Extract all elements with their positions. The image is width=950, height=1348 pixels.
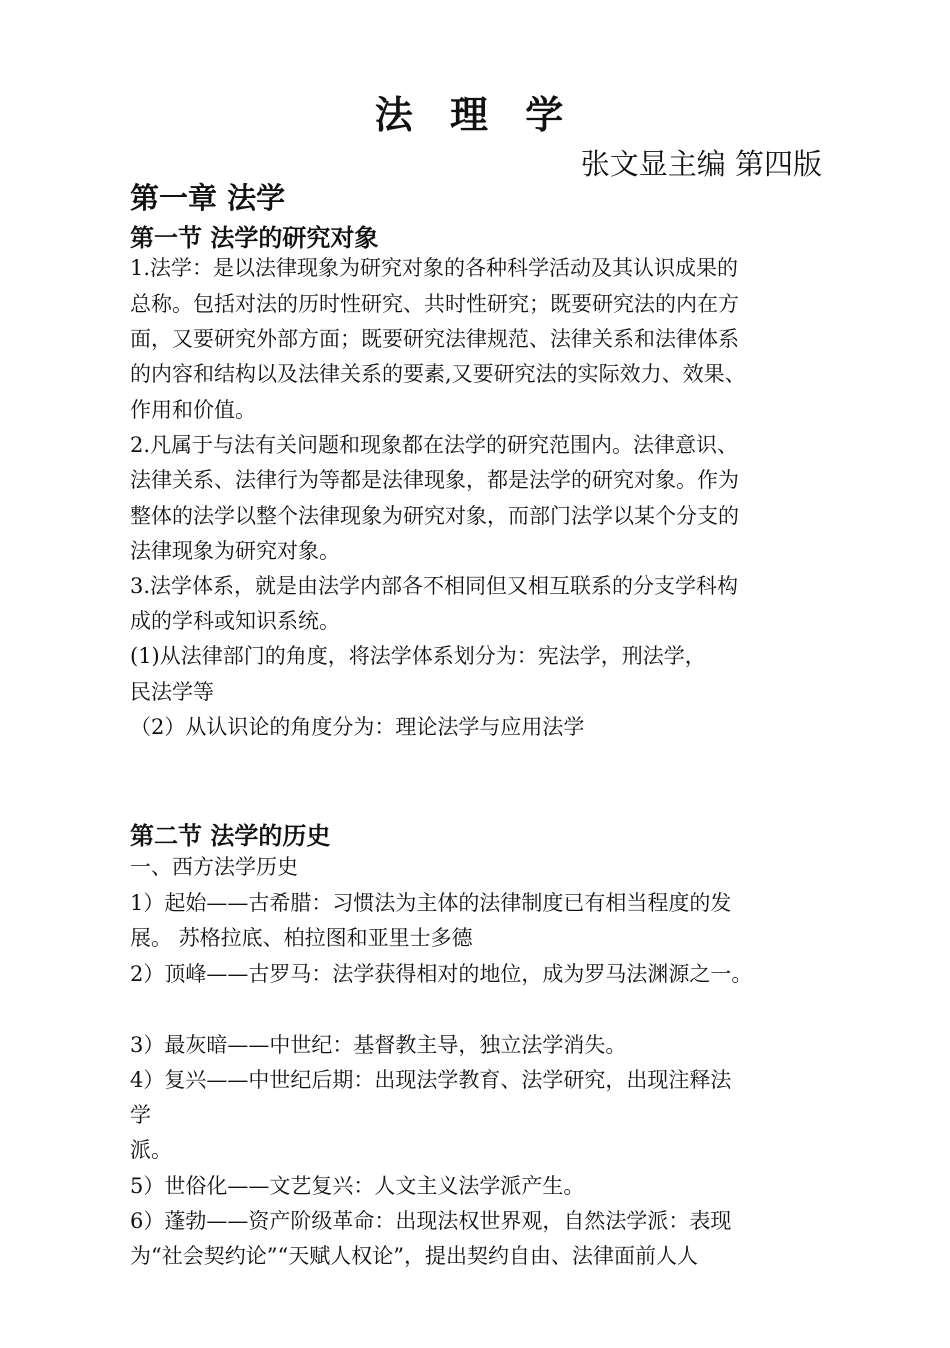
paragraph-line: 3）最灰暗——中世纪：基督教主导，独立法学消失。 <box>130 1033 627 1057</box>
paragraph-line: (1)从法律部门的角度，将法学体系划分为：宪法学，刑法学， <box>130 644 706 668</box>
paragraph-line: 展。 苏格拉底、柏拉图和亚里士多德 <box>130 926 473 950</box>
paragraph-line: 面，又要研究外部方面；既要研究法律规范、法律关系和法律体系 <box>130 327 739 351</box>
paragraph-line: 1）起始——古希腊：习惯法为主体的法律制度已有相当程度的发 <box>130 891 732 915</box>
chapter-heading: 第一章 法学 <box>130 181 286 215</box>
paragraph-line: 成的学科或知识系统。 <box>130 609 340 633</box>
paragraph-line: 总称。包括对法的历时性研究、共时性研究；既要研究法的内在方 <box>130 292 739 316</box>
paragraph-line: 作用和价值。 <box>130 398 256 422</box>
paragraph-line: 的内容和结构以及法律关系的要素,又要研究法的实际效力、效果、 <box>130 362 746 386</box>
paragraph-line: 派。 <box>130 1138 172 1162</box>
paragraph-line: 3.法学体系，就是由法学内部各不相同但又相互联系的分支学科构 <box>130 574 739 598</box>
document-subtitle: 张文显主编 第四版 <box>580 147 822 181</box>
paragraph-line: 民法学等 <box>130 680 214 704</box>
paragraph-line: 学 <box>130 1103 151 1127</box>
paragraph-line: （2）从认识论的角度分为：理论法学与应用法学 <box>130 715 585 739</box>
paragraph-line: 法律现象为研究对象。 <box>130 539 340 563</box>
paragraph-line: 4）复兴——中世纪后期：出现法学教育、法学研究，出现注释法 <box>130 1068 732 1092</box>
document-title: 法 理 学 <box>374 93 576 137</box>
paragraph-line: 法律关系、法律行为等都是法律现象，都是法学的研究对象。作为 <box>130 468 739 492</box>
paragraph-line: 6）蓬勃——资产阶级革命：出现法权世界观，自然法学派：表现 <box>130 1209 732 1233</box>
paragraph-line: 为“社会契约论”“天赋人权论”，提出契约自由、法律面前人人 <box>130 1244 698 1268</box>
paragraph-line: 整体的法学以整个法律现象为研究对象，而部门法学以某个分支的 <box>130 504 739 528</box>
paragraph-line: 一、西方法学历史 <box>130 855 298 879</box>
section-2-heading: 第二节 法学的历史 <box>130 822 331 850</box>
paragraph-line: 5）世俗化——文艺复兴：人文主义法学派产生。 <box>130 1174 585 1198</box>
section-1-heading: 第一节 法学的研究对象 <box>130 224 379 252</box>
paragraph-line: 2）顶峰——古罗马：法学获得相对的地位，成为罗马法渊源之一。 <box>130 962 753 986</box>
paragraph-line: 1.法学：是以法律现象为研究对象的各种科学活动及其认识成果的 <box>130 256 739 280</box>
paragraph-line: 2.凡属于与法有关问题和现象都在法学的研究范围内。法律意识、 <box>130 433 739 457</box>
